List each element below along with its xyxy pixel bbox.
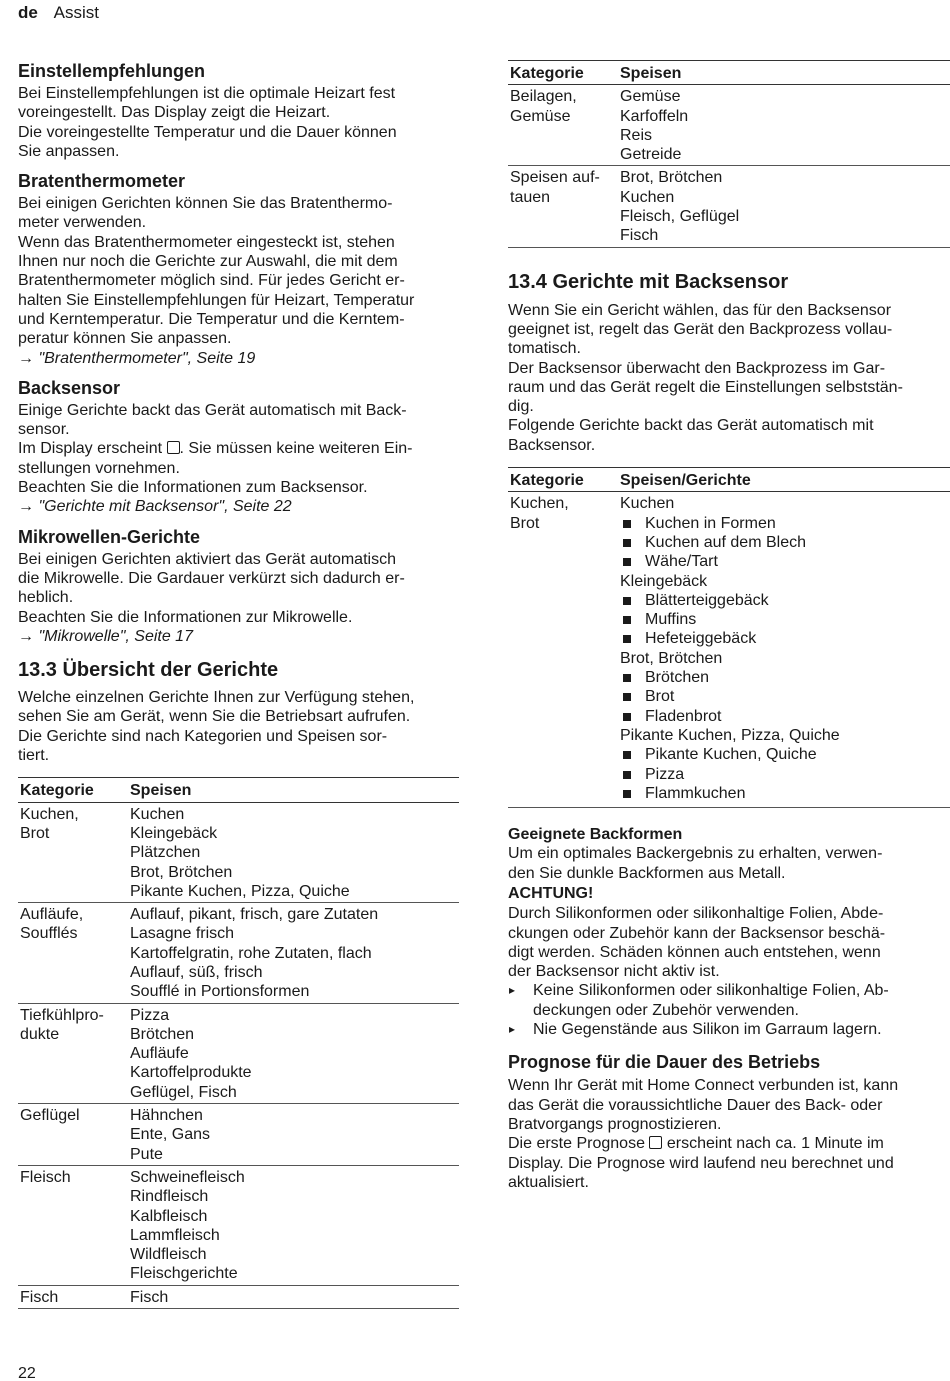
dish-item: Plätzchen	[130, 844, 201, 862]
text-line: heblich.	[18, 589, 74, 607]
cross-reference-link[interactable]: → "Bratenthermometer", Seite 19	[18, 349, 256, 367]
column-header: Kategorie	[508, 61, 618, 85]
text-line: Wenn Sie ein Gericht wählen, das für den Backsensor	[508, 301, 892, 319]
table-row	[508, 166, 950, 247]
dish-item: Lasagne frisch	[130, 925, 235, 943]
bullet-item: Wähe/Tart	[620, 552, 948, 571]
text-fragment: Die erste Prognose	[508, 1135, 645, 1153]
dish-item: Lammfleisch	[130, 1226, 220, 1244]
instruction-item	[508, 981, 950, 1020]
dish-item: Rindfleisch	[130, 1188, 209, 1206]
text-line: Display. Die Prognose wird laufend neu berechnet und	[508, 1154, 894, 1172]
column-header: Speisen	[128, 778, 459, 802]
text-line	[18, 439, 462, 458]
dish-item: Fleisch, Geflügel	[620, 208, 740, 226]
text-line: sensor.	[18, 421, 70, 439]
text-line: Die Gerichte sind nach Kategorien und Speisen sor-	[18, 727, 388, 745]
column-header: Speisen/Gerichte	[618, 468, 950, 492]
backsensor-table	[508, 467, 950, 808]
dish-item: Pikante Kuchen, Pizza, Quiche	[130, 882, 350, 900]
category-cell	[508, 85, 618, 166]
prognose-icon	[649, 1136, 662, 1149]
category-line: Fleisch	[20, 1168, 71, 1186]
table-row	[508, 492, 950, 808]
dish-item: Gemüse	[620, 88, 681, 106]
heading-backformen: Geeignete Backformen	[508, 826, 683, 844]
dish-item: Kartoffelprodukte	[130, 1064, 252, 1082]
bullet-item: Muffins	[620, 610, 948, 629]
einstell-text	[18, 84, 462, 161]
text-line: Backsensor.	[508, 436, 596, 454]
text-line: Der Backsensor überwacht den Backprozess im Gar-	[508, 359, 886, 377]
category-cell	[18, 1165, 128, 1285]
text-line: der Backsensor nicht aktiv ist.	[508, 963, 720, 981]
dish-item: Fisch	[130, 1288, 169, 1306]
page-header	[18, 3, 99, 22]
category-line: Soufflés	[20, 925, 78, 943]
page-number: 22	[18, 1365, 36, 1381]
braten-text	[18, 194, 462, 368]
text-line: Folgende Gerichte backt das Gerät automatisch mit	[508, 417, 874, 435]
text-line: deckungen oder Zubehör verwenden.	[533, 1001, 799, 1019]
category-line: Kuchen,	[20, 805, 79, 823]
dish-item: Kuchen	[620, 188, 675, 206]
bullet-item: Hefeteiggebäck	[620, 629, 948, 648]
dishes-cell	[618, 85, 950, 166]
text-line: voreingestellt. Das Display zeigt die Heizart.	[18, 104, 331, 122]
heading-einstellempfehlungen: Einstellempfehlungen	[18, 61, 206, 81]
category-line: Brot	[510, 514, 540, 532]
category-cell	[508, 166, 618, 247]
text-line: Beachten Sie die Informationen zum Backsensor.	[18, 479, 368, 497]
text-line: ▸ Nie Gegenstände aus Silikon im Garraum lagern.	[533, 1021, 882, 1039]
warning-text	[508, 904, 950, 1039]
table-row	[18, 1104, 459, 1166]
table-row	[18, 903, 459, 1003]
text-line: raum und das Gerät regelt die Einstellungen selbststän-	[508, 378, 903, 396]
dish-item: Kartoffelgratin, rohe Zutaten, flach	[130, 944, 372, 962]
dish-item: Soufflé in Portionsformen	[130, 983, 310, 1001]
section-name: Assist	[53, 3, 99, 22]
table-header-row	[508, 468, 950, 492]
dish-item: Brötchen	[130, 1025, 195, 1043]
overview-text	[18, 688, 462, 765]
prognose-text	[508, 1076, 950, 1192]
text-line: Welche einzelnen Gerichte Ihnen zur Verfügung stehen,	[18, 689, 415, 707]
text-fragment: Im Display erscheint	[18, 440, 163, 458]
dish-item: Hähnchen	[130, 1107, 203, 1125]
text-line: Sie anpassen.	[18, 142, 120, 160]
text-line: Beachten Sie die Informationen zur Mikrowelle.	[18, 608, 353, 626]
dish-item: Geflügel, Fisch	[130, 1083, 237, 1101]
category-line: Speisen auf-	[510, 169, 600, 187]
category-line: Geflügel	[20, 1107, 80, 1125]
text-line: Wenn Ihr Gerät mit Home Connect verbunden ist, kann	[508, 1077, 899, 1095]
category-line: Gemüse	[510, 107, 571, 125]
category-cell	[18, 1104, 128, 1166]
dish-item: Ente, Gans	[130, 1126, 211, 1144]
dish-item: Aufläufe	[130, 1045, 189, 1063]
category-cell	[18, 802, 128, 902]
bullet-item: Kuchen auf dem Blech	[620, 533, 948, 552]
text-line: Die voreingestellte Temperatur und die Dauer können	[18, 123, 397, 141]
category-cell	[508, 492, 618, 808]
category-cell	[18, 903, 128, 1003]
text-fragment: . Sie müssen keine weiteren Ein-	[179, 440, 413, 458]
text-line: die Mikrowelle. Die Gardauer verkürzt sich dadurch er-	[18, 569, 405, 587]
category-cell	[18, 1003, 128, 1103]
backsensor-gerichte-text	[508, 301, 950, 455]
bullet-item: Pikante Kuchen, Quiche	[620, 745, 948, 764]
column-header: Speisen	[618, 61, 950, 85]
dish-item: Karfoffeln	[620, 107, 689, 125]
category-line: Tiefkühlpro-	[20, 1006, 104, 1024]
bullet-item: Brötchen	[620, 668, 948, 687]
dish-item: Wildfleisch	[130, 1246, 207, 1264]
bullet-item: Brot	[620, 687, 948, 706]
dish-item: Kalbfleisch	[130, 1207, 208, 1225]
text-line: digt werden. Schäden können auch entstehen, wenn	[508, 943, 881, 961]
dishes-cell	[128, 802, 459, 902]
category-line: Brot	[20, 824, 50, 842]
dishes-cell	[128, 1003, 459, 1103]
table-row	[18, 1165, 459, 1285]
text-line: Wenn das Bratenthermometer eingesteckt ist, stehen	[18, 233, 395, 251]
column-header: Kategorie	[508, 468, 618, 492]
gerichte-table	[18, 777, 459, 1309]
bullet-item: Kuchen in Formen	[620, 514, 948, 533]
gerichte-table-continued	[508, 60, 950, 248]
table-header-row	[18, 778, 459, 802]
text-line: Ihnen nur noch die Gerichte zur Auswahl, die mit dem	[18, 253, 398, 271]
category-line: Kuchen,	[510, 495, 569, 513]
dish-item: Auflauf, pikant, frisch, gare Zutaten	[130, 906, 379, 924]
dish-item: Kuchen	[130, 805, 185, 823]
category-line: dukte	[20, 1025, 60, 1043]
dish-item: Pute	[130, 1145, 163, 1163]
cross-reference-link[interactable]: → "Gerichte mit Backsensor", Seite 22	[18, 498, 292, 516]
heading-prognose: Prognose für die Dauer des Betriebs	[508, 1052, 821, 1073]
category-line: Aufläufe,	[20, 906, 84, 924]
bullet-item: Pizza	[620, 765, 948, 784]
text-line: stellungen vornehmen.	[18, 459, 180, 477]
category-line: Fisch	[20, 1288, 59, 1306]
dishes-cell	[128, 1104, 459, 1166]
dishes-cell	[618, 492, 950, 808]
table-header-row	[508, 61, 950, 85]
dish-item: Fisch	[620, 227, 659, 245]
heading-mikrowellen: Mikrowellen-Gerichte	[18, 526, 201, 547]
text-line: das Gerät die voraussichtliche Dauer des Back- oder	[508, 1096, 883, 1114]
left-column	[18, 60, 462, 1309]
bullet-item: Blätterteiggebäck	[620, 591, 948, 610]
dishes-cell	[128, 1165, 459, 1285]
text-line: peratur können Sie anpassen.	[18, 330, 232, 348]
dish-item: Kleingebäck	[130, 824, 218, 842]
text-line: dig.	[508, 398, 534, 416]
dish-group-name: Pikante Kuchen, Pizza, Quiche	[620, 726, 840, 744]
dish-group-name: Kuchen	[620, 495, 675, 513]
instruction-item	[508, 1020, 950, 1039]
text-line: Bei einigen Gerichten können Sie das Bratenthermo-	[18, 195, 393, 213]
heading-uebersicht: 13.3 Übersicht der Gerichte	[18, 659, 279, 682]
dishes-cell	[128, 1285, 459, 1308]
right-column	[508, 60, 950, 1192]
cross-reference-link[interactable]: → "Mikrowelle", Seite 17	[18, 627, 193, 645]
dish-item: Auflauf, süß, frisch	[130, 963, 263, 981]
text-line: sehen Sie am Gerät, wenn Sie die Betriebsart aufrufen.	[18, 708, 411, 726]
heading-backsensor: Backsensor	[18, 377, 121, 398]
dishes-cell	[128, 903, 459, 1003]
text-line: Bei einigen Gerichten aktiviert das Gerät automatisch	[18, 550, 396, 568]
bullet-item: Fladenbrot	[620, 707, 948, 726]
text-line: Bei Einstellempfehlungen ist die optimale Heizart fest	[18, 85, 396, 102]
text-line: halten Sie Einstellempfehlungen für Heizart, Temperatur	[18, 291, 415, 309]
text-line: Bratenthermometer möglich sind. Für jedes Gericht er-	[18, 272, 405, 290]
text-line: Einige Gerichte backt das Gerät automatisch mit Back-	[18, 401, 407, 419]
category-line: Beilagen,	[510, 88, 577, 106]
dish-group-name: Kleingebäck	[620, 572, 708, 590]
text-line: meter verwenden.	[18, 214, 147, 232]
text-fragment: erscheint nach ca. 1 Minute im	[666, 1135, 884, 1153]
table-row	[18, 1285, 459, 1308]
language-code: de	[18, 3, 38, 22]
text-line: den Sie dunkle Backformen aus Metall.	[508, 864, 786, 882]
dish-item: Pizza	[130, 1006, 170, 1024]
dish-item: Brot, Brötchen	[130, 863, 233, 881]
backsensor-icon	[167, 441, 180, 454]
dish-item: Getreide	[620, 146, 682, 164]
category-cell	[18, 1285, 128, 1308]
bullet-item: Flammkuchen	[620, 784, 948, 803]
text-line: tomatisch.	[508, 340, 581, 358]
text-line: Bratvorgangs prognostizieren.	[508, 1115, 722, 1133]
dish-item: Schweinefleisch	[130, 1168, 245, 1186]
dish-item: Reis	[620, 126, 653, 144]
table-row	[18, 802, 459, 902]
text-line: Um ein optimales Backergebnis zu erhalten, verwen-	[508, 845, 883, 863]
text-line	[508, 1134, 950, 1153]
category-line: tauen	[510, 188, 551, 206]
text-line: ▸ Keine Silikonformen oder silikonhaltige Folien, Ab-	[533, 982, 889, 1000]
text-line: geeignet ist, regelt das Gerät den Backprozess vollau-	[508, 320, 893, 338]
dish-item: Fleischgerichte	[130, 1265, 238, 1283]
text-line: und Kerntemperatur. Die Temperatur und die Kerntem-	[18, 310, 405, 328]
text-line: Durch Silikonformen oder silikonhaltige Folien, Abde-	[508, 905, 884, 923]
text-line: aktualisiert.	[508, 1173, 589, 1191]
column-header: Kategorie	[18, 778, 128, 802]
table-row	[18, 1003, 459, 1103]
warning-label: ACHTUNG!	[508, 884, 594, 902]
heading-backsensor-gerichte: 13.4 Gerichte mit Backsensor	[508, 270, 789, 293]
heading-bratenthermometer: Bratenthermometer	[18, 171, 186, 192]
dish-item: Brot, Brötchen	[620, 169, 723, 187]
dish-group-name: Brot, Brötchen	[620, 649, 723, 667]
table-row	[508, 85, 950, 166]
backsensor-text	[18, 401, 462, 517]
mikro-text	[18, 550, 462, 646]
text-line: ckungen oder Zubehör kann der Backsensor beschä-	[508, 924, 886, 942]
text-line: tiert.	[18, 747, 50, 765]
dishes-cell	[618, 166, 950, 247]
